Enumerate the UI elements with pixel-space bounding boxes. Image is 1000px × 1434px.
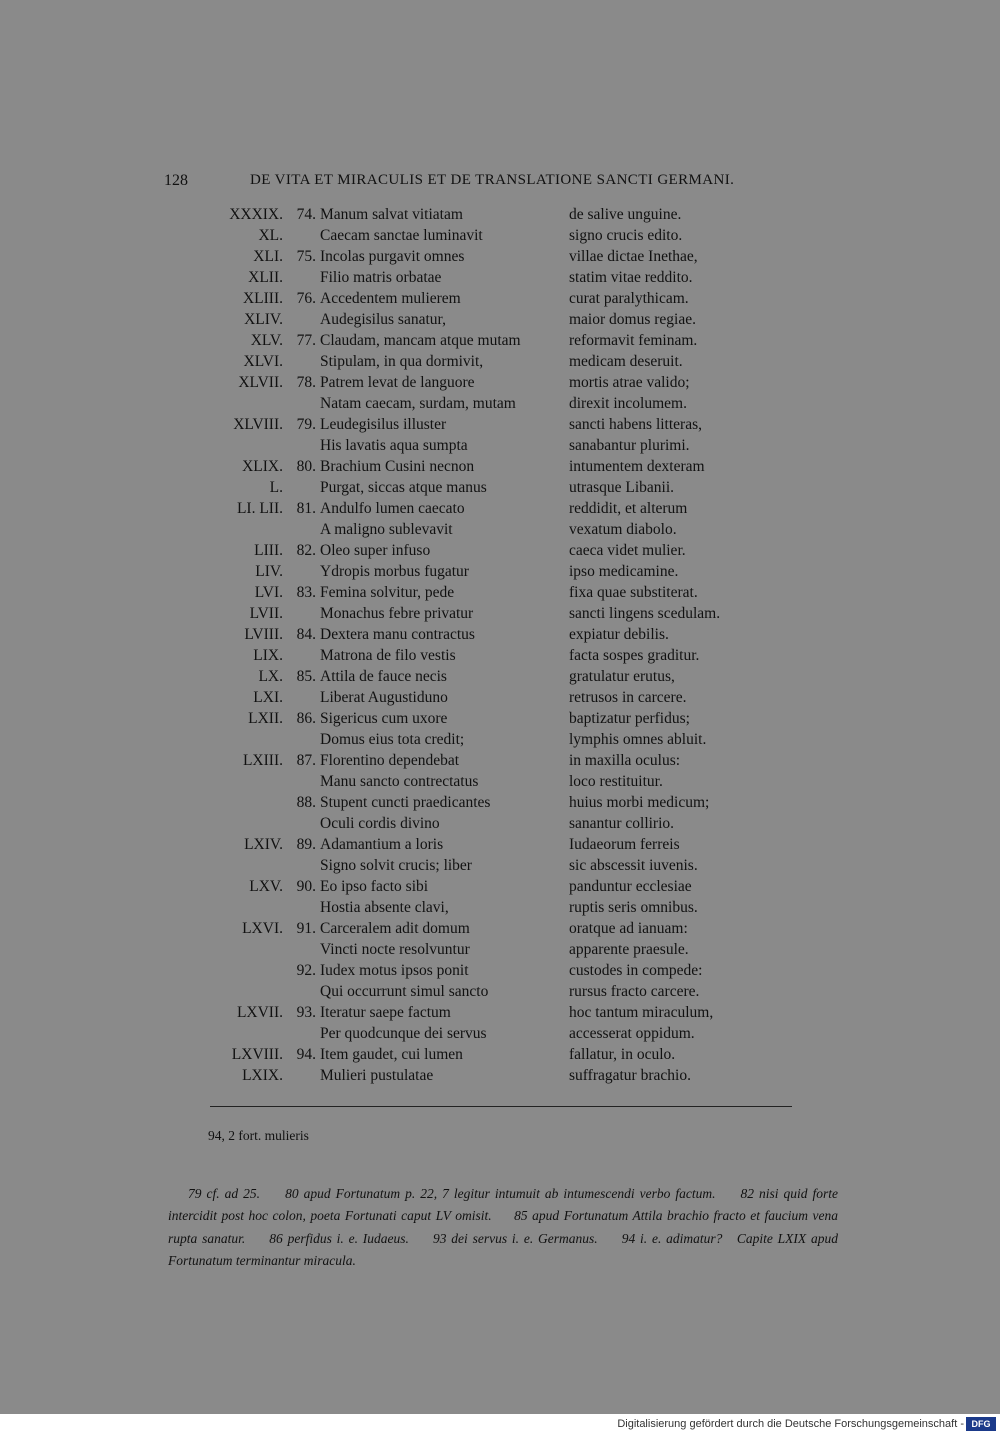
verse-second-half: expiatur debilis. — [569, 626, 669, 643]
verse-number: 79. — [296, 416, 316, 433]
verse-second-half: oratque ad ianuam: — [569, 920, 688, 937]
verse-row — [0, 689, 1000, 710]
verse-first-half: Dextera manu contractus — [320, 626, 475, 643]
verse-second-half: sic abscessit iuvenis. — [569, 857, 698, 874]
verse-second-half: direxit incolumem. — [569, 395, 687, 412]
verse-second-half: sanabantur plurimi. — [569, 437, 690, 454]
verse-number: 77. — [296, 332, 316, 349]
verse-number: 91. — [296, 920, 316, 937]
verse-row — [0, 710, 1000, 731]
chapter-number: LXII. — [248, 710, 283, 727]
verse-first-half: His lavatis aqua sumpta — [320, 437, 468, 454]
verse-row — [0, 563, 1000, 584]
chapter-number: LVI. — [254, 584, 283, 601]
verse-row — [0, 248, 1000, 269]
verse-row — [0, 311, 1000, 332]
verse-second-half: de salive unguine. — [569, 206, 682, 223]
verse-first-half: Vincti nocte resolvuntur — [320, 941, 470, 958]
chapter-number: LXI. — [253, 689, 283, 706]
verse-number: 89. — [296, 836, 316, 853]
critical-apparatus — [208, 1128, 309, 1144]
verse-row — [0, 773, 1000, 794]
verse-row — [0, 941, 1000, 962]
verse-second-half: lymphis omnes abluit. — [569, 731, 707, 748]
verse-second-half: accesserat oppidum. — [569, 1025, 695, 1042]
verse-row — [0, 584, 1000, 605]
verse-first-half: Andulfo lumen caecato — [320, 500, 465, 517]
verse-number: 92. — [296, 962, 316, 979]
chapter-number: XLIX. — [242, 458, 283, 475]
verse-second-half: medicam deseruit. — [569, 353, 683, 370]
chapter-number: LXVI. — [242, 920, 283, 937]
verse-first-half: Per quodcunque dei servus — [320, 1025, 487, 1042]
verse-number: 94. — [296, 1046, 316, 1063]
verse-second-half: in maxilla oculus: — [569, 752, 681, 769]
verse-second-half: caeca videt mulier. — [569, 542, 686, 559]
verse-number: 90. — [296, 878, 316, 895]
verse-row — [0, 458, 1000, 479]
verse-row — [0, 605, 1000, 626]
verse-second-half: sancti lingens scedulam. — [569, 605, 721, 622]
verse-row — [0, 983, 1000, 1004]
chapter-number: XLV. — [250, 332, 283, 349]
chapter-number: LIII. — [254, 542, 283, 559]
verse-first-half: Item gaudet, cui lumen — [320, 1046, 463, 1063]
verse-second-half: statim vitae reddito. — [569, 269, 693, 286]
verse-first-half: Femina solvitur, pede — [320, 584, 455, 601]
chapter-number: LXV. — [249, 878, 283, 895]
running-title: DE VITA ET MIRACULIS ET DE TRANSLATIONE SANCTI GERMANI. — [250, 172, 735, 188]
verse-row — [0, 521, 1000, 542]
verse-number: 93. — [296, 1004, 316, 1021]
verse-row — [0, 647, 1000, 668]
page-header — [164, 172, 754, 194]
verse-number: 75. — [296, 248, 316, 265]
apparatus-note: 94, 2 fort. mulieris — [208, 1128, 309, 1143]
verse-row — [0, 1046, 1000, 1067]
verse-first-half: Liberat Augustiduno — [320, 689, 448, 706]
verse-row — [0, 899, 1000, 920]
verse-second-half: vexatum diabolo. — [569, 521, 677, 538]
chapter-number: LXIII. — [242, 752, 283, 769]
chapter-number: LXVIII. — [231, 1046, 283, 1063]
chapter-number: XLVIII. — [233, 416, 283, 433]
chapter-number: LXIX. — [242, 1067, 283, 1084]
dfg-funding-note: Digitalisierung gefördert durch die Deutsche Forschungsgemeinschaft - — [617, 1418, 964, 1430]
verse-first-half: Stupent cuncti praedicantes — [320, 794, 491, 811]
verse-first-half: Caecam sanctae luminavit — [320, 227, 483, 244]
verse-first-half: Domus eius tota credit; — [320, 731, 465, 748]
verse-row — [0, 752, 1000, 773]
verse-number: 88. — [296, 794, 316, 811]
verse-first-half: Hostia absente clavi, — [320, 899, 449, 916]
verse-first-half: Matrona de filo vestis — [320, 647, 456, 664]
verse-second-half: reformavit feminam. — [569, 332, 698, 349]
verse-row — [0, 227, 1000, 248]
chapter-number: XXXIX. — [229, 206, 283, 223]
verse-first-half: Filio matris orbatae — [320, 269, 442, 286]
chapter-number: XLIII. — [242, 290, 283, 307]
verse-first-half: Patrem levat de languore — [320, 374, 475, 391]
chapter-number: LIV. — [255, 563, 283, 580]
commentary-notes — [168, 1160, 842, 1295]
verse-row — [0, 1025, 1000, 1046]
verse-second-half: hoc tantum miraculum, — [569, 1004, 714, 1021]
chapter-number: LXIV. — [244, 836, 283, 853]
verse-second-half: mortis atrae valido; — [569, 374, 690, 391]
verse-row — [0, 437, 1000, 458]
verse-row — [0, 479, 1000, 500]
dfg-footer — [0, 1416, 1000, 1434]
verse-row — [0, 920, 1000, 941]
chapter-number: L. — [269, 479, 283, 496]
verse-second-half: sanantur collirio. — [569, 815, 675, 832]
verse-row — [0, 290, 1000, 311]
verse-first-half: Purgat, siccas atque manus — [320, 479, 487, 496]
verse-number: 81. — [296, 500, 316, 517]
verse-row — [0, 962, 1000, 983]
verse-second-half: curat paralythicam. — [569, 290, 689, 307]
verse-number: 78. — [296, 374, 316, 391]
verse-row — [0, 794, 1000, 815]
verse-row — [0, 416, 1000, 437]
verse-first-half: Sigericus cum uxore — [320, 710, 448, 727]
commentary-text: 79 cf. ad 25. 80 apud Fortunatum p. 22, 7 legitur intumuit ab intumescendi verbo factum. 82 nisi quid forte intercidit post hoc colon, poeta Fortunati caput LV omisit. 85 apud Fortunatum Attila brachio fracto et faucium vena rupta sanatur. 86 perfidus i. e. Iudaeus. 93 dei servus i. e. Germanus. 94 i. e. adimatur? Capite LXIX apud Fortunatum terminantur miracula. — [168, 1185, 842, 1268]
verse-row — [0, 269, 1000, 290]
verse-table — [0, 206, 1000, 1088]
verse-number: 76. — [296, 290, 316, 307]
verse-row — [0, 353, 1000, 374]
verse-first-half: Stipulam, in qua dormivit, — [320, 353, 484, 370]
verse-first-half: Carceralem adit domum — [320, 920, 470, 937]
verse-row — [0, 668, 1000, 689]
chapter-number: XLI. — [253, 248, 283, 265]
verse-second-half: gratulatur erutus, — [569, 668, 675, 685]
chapter-number: XLVII. — [238, 374, 283, 391]
verse-second-half: panduntur ecclesiae — [569, 878, 692, 895]
verse-row — [0, 857, 1000, 878]
footnote-divider — [210, 1106, 792, 1107]
verse-second-half: huius morbi medicum; — [569, 794, 710, 811]
verse-first-half: Audegisilus sanatur, — [320, 311, 446, 328]
verse-number: 83. — [296, 584, 316, 601]
verse-row — [0, 626, 1000, 647]
verse-row — [0, 815, 1000, 836]
verse-second-half: sancti habens litteras, — [569, 416, 702, 433]
verse-first-half: Oleo super infuso — [320, 542, 431, 559]
chapter-number: XL. — [258, 227, 283, 244]
verse-first-half: Iudex motus ipsos ponit — [320, 962, 469, 979]
verse-second-half: fixa quae substiterat. — [569, 584, 698, 601]
verse-second-half: apparente praesule. — [569, 941, 689, 958]
verse-second-half: Iudaeorum ferreis — [569, 836, 680, 853]
verse-first-half: Monachus febre privatur — [320, 605, 474, 622]
verse-second-half: custodes in compede: — [569, 962, 703, 979]
chapter-number: LX. — [258, 668, 283, 685]
verse-row — [0, 1067, 1000, 1088]
chapter-number: LXVII. — [236, 1004, 283, 1021]
verse-first-half: Accedentem mulierem — [320, 290, 461, 307]
verse-row — [0, 395, 1000, 416]
verse-first-half: Eo ipso facto sibi — [320, 878, 429, 895]
chapter-number: XLVI. — [243, 353, 283, 370]
verse-second-half: ipso medicamine. — [569, 563, 679, 580]
verse-second-half: signo crucis edito. — [569, 227, 683, 244]
verse-first-half: Incolas purgavit omnes — [320, 248, 465, 265]
verse-second-half: facta sospes graditur. — [569, 647, 700, 664]
verse-second-half: fallatur, in oculo. — [569, 1046, 676, 1063]
verse-second-half: ruptis seris omnibus. — [569, 899, 698, 916]
verse-row — [0, 878, 1000, 899]
verse-first-half: Natam caecam, surdam, mutam — [320, 395, 516, 412]
verse-second-half: loco restituitur. — [569, 773, 663, 790]
verse-first-half: Leudegisilus illuster — [320, 416, 447, 433]
verse-second-half: reddidit, et alterum — [569, 500, 688, 517]
verse-row — [0, 731, 1000, 752]
verse-row — [0, 500, 1000, 521]
verse-first-half: Qui occurrunt simul sancto — [320, 983, 489, 1000]
page-number: 128 — [164, 172, 188, 189]
verse-number: 84. — [296, 626, 316, 643]
verse-first-half: A maligno sublevavit — [320, 521, 453, 538]
verse-first-half: Brachium Cusini necnon — [320, 458, 475, 475]
verse-first-half: Adamantium a loris — [320, 836, 444, 853]
verse-number: 87. — [296, 752, 316, 769]
verse-number: 80. — [296, 458, 316, 475]
verse-first-half: Oculi cordis divino — [320, 815, 440, 832]
verse-row — [0, 542, 1000, 563]
verse-first-half: Iteratur saepe factum — [320, 1004, 451, 1021]
verse-second-half: villae dictae Inethae, — [569, 248, 698, 265]
chapter-number: XLIV. — [244, 311, 283, 328]
verse-first-half: Florentino dependebat — [320, 752, 460, 769]
chapter-number: LIX. — [253, 647, 283, 664]
verse-number: 86. — [296, 710, 316, 727]
verse-second-half: suffragatur brachio. — [569, 1067, 691, 1084]
verse-second-half: utrasque Libanii. — [569, 479, 675, 496]
verse-first-half: Signo solvit crucis; liber — [320, 857, 472, 874]
verse-first-half: Attila de fauce necis — [320, 668, 447, 685]
chapter-number: XLII. — [248, 269, 283, 286]
verse-first-half: Manum salvat vitiatam — [320, 206, 463, 223]
verse-first-half: Mulieri pustulatae — [320, 1067, 434, 1084]
verse-number: 82. — [296, 542, 316, 559]
verse-first-half: Manu sancto contrectatus — [320, 773, 479, 790]
verse-second-half: retrusos in carcere. — [569, 689, 687, 706]
verse-row — [0, 836, 1000, 857]
dfg-logo-icon: DFG — [966, 1417, 996, 1431]
verse-second-half: rursus fracto carcere. — [569, 983, 700, 1000]
verse-second-half: baptizatur perfidus; — [569, 710, 690, 727]
verse-row — [0, 1004, 1000, 1025]
verse-row — [0, 374, 1000, 395]
chapter-number: LVIII. — [244, 626, 283, 643]
verse-number: 85. — [296, 668, 316, 685]
chapter-number: LI. LII. — [236, 500, 283, 517]
verse-row — [0, 332, 1000, 353]
verse-second-half: intumentem dexteram — [569, 458, 705, 475]
verse-row — [0, 206, 1000, 227]
verse-second-half: maior domus regiae. — [569, 311, 696, 328]
verse-number: 74. — [296, 206, 316, 223]
chapter-number: LVII. — [249, 605, 283, 622]
verse-first-half: Claudam, mancam atque mutam — [320, 332, 521, 349]
verse-first-half: Ydropis morbus fugatur — [320, 563, 469, 580]
